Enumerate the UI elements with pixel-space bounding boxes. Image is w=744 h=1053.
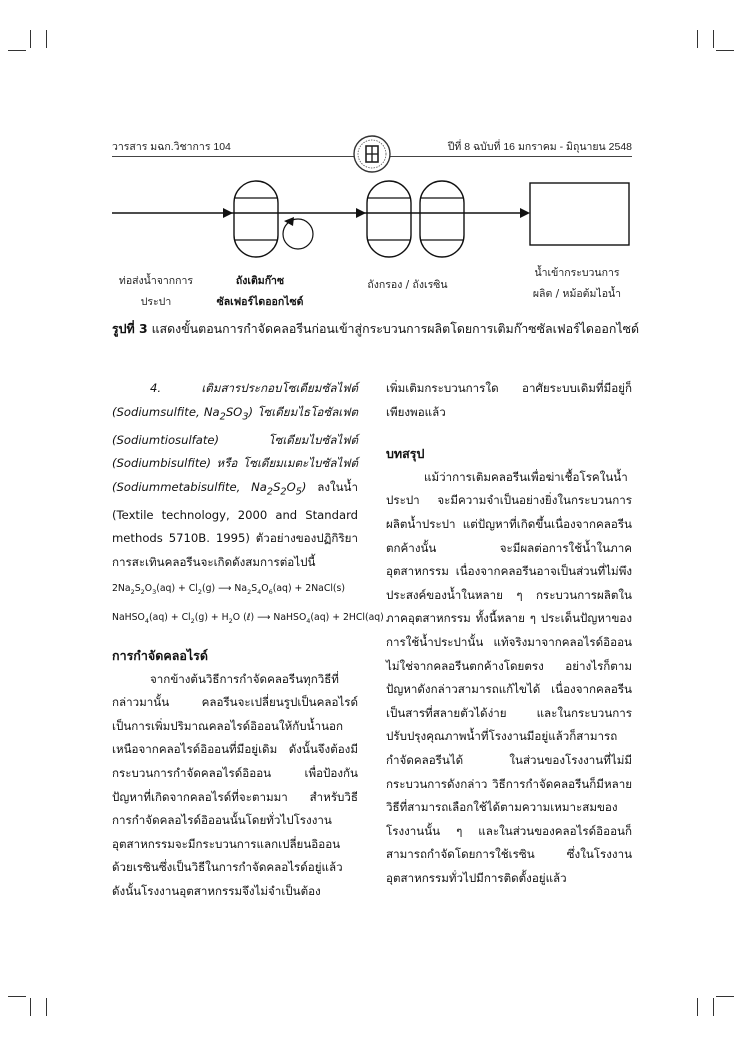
crop-mark xyxy=(46,30,47,48)
right-column xyxy=(386,377,632,890)
crop-mark xyxy=(716,996,734,997)
label-tank-line2: ซัลเฟอร์ไดออกไซด์ xyxy=(216,296,304,308)
label-tank-line1: ถังเติมก๊าซ xyxy=(235,275,285,287)
label-output-line1: น้ำเข้ากระบวนการ xyxy=(534,267,620,279)
item-4-paragraph: 4. เติมสารประกอบโซเดียมซัลไฟต์ (Sodiumsulfite, $Na_2SO_3$) โซเดียมไธโอซัลเฟต (Sodiumtiosulfate) โซเดียมไบซัลไฟต์ (Sodiumbisulfite) หรือ โซเดียมเมตะไบซัลไฟต์ (Sodiummetabisulfite, $Na_2S_2O_5$) ลงในน้ำ (Textile technology, 2000 and Standard methods 5710B. 1995) ตัวอย่างของปฏิกิริยาการสะเทินคลอรีนจะเกิดดังสมการต่อไปนี้ xyxy=(112,381,358,569)
label-pipe-line1: ท่อส่งน้ำจากการ xyxy=(118,275,194,287)
left-column xyxy=(112,377,384,904)
figure-caption xyxy=(112,320,640,339)
label-pipe-line2: ประปา xyxy=(140,296,172,308)
crop-mark xyxy=(30,998,31,1016)
running-header-right: ปีที่ 8 ฉบับที่ 16 มกราคม - มิถุนายน 2548 xyxy=(447,141,632,153)
crop-mark xyxy=(697,998,698,1016)
crop-mark xyxy=(8,50,26,51)
sulfur-dioxide-tank xyxy=(234,181,278,257)
crop-mark xyxy=(713,998,714,1016)
crop-mark xyxy=(8,996,26,997)
continued-paragraph: เพิ่มเติมกระบวนการใด อาศัยระบบเดิมที่มีอยู่ก็เพียงพอแล้ว xyxy=(386,381,632,419)
figure-caption-text: แสดงขั้นตอนการกำจัดคลอรีนก่อนเข้าสู่กระบวนการผลิตโดยการเติมก๊าซซัลเฟอร์ไดออกไซด์ xyxy=(147,321,640,336)
flow-arrow xyxy=(223,208,233,218)
reaction-arrow: ⟶ xyxy=(218,583,232,595)
flow-arrow xyxy=(356,208,366,218)
section-heading-conclusion: บทสรุป xyxy=(386,446,425,462)
crop-mark xyxy=(697,30,698,48)
gas-loop xyxy=(283,219,313,249)
equation-2: NaHSO$_4$(aq) + $Cl_2(g) + H_2O$ (ℓ) ⟶ NaHSO$_4$(aq) + 2HCl(aq) xyxy=(112,612,384,626)
label-output-line2: ผลิต / หม้อต้มไอน้ำ xyxy=(532,288,622,300)
filter-tank xyxy=(367,181,411,257)
crop-mark xyxy=(30,30,31,48)
conclusion-paragraph: แม้ว่าการเติมคลอรีนเพื่อฆ่าเชื้อโรคในน้ำประปา จะมีความจำเป็นอย่างยิ่งในกระบวนการผลิตน้ำประปา แต่ปัญหาที่เกิดขึ้นเนื่องจากคลอรีนตกค้างนั้น จะมีผลต่อการใช้น้ำในภาคอุตสาหกรรม เนื่องจากคลอรีนอาจเป็นส่วนที่ไม่พึงประสงค์ของน้ำในหลาย ๆ กระบวนการผลิตในภาคอุตสาหกรรม ทั้งนี้หลาย ๆ ประเด็นปัญหาของการใช้น้ำประปานั้น แท้จริงมาจากคลอไรด์อิออน ไม่ใช่จากคลอรีนตกค้างโดยตรง อย่างไรก็ตามปัญหาดังกล่าวสามารถแก้ไขได้ เนื่องจากคลอรีนเป็นสารที่สลายตัวได้ง่าย และในกระบวนการปรับปรุงคุณภาพน้ำที่โรงงานมีอยู่แล้วก็สามารถกำจัดคลอรีนได้ ในส่วนของโรงงานที่ไม่มีกระบวนการดังกล่าว วิธีการกำจัดคลอรีนก็มีหลายวิธีที่สามารถเลือกใช้ได้ตามความเหมาะสมของโรงงานนั้น ๆ และในส่วนของคลอไรด์อิออนก็สามารถกำจัดโดยการใช้เรซิน ซึ่งในโรงงานอุตสาหกรรมทั่วไปมีการติดตั้งอยู่แล้ว xyxy=(386,469,632,885)
process-diagram xyxy=(108,170,638,265)
resin-tank xyxy=(420,181,464,257)
reaction-arrow: ⟶ xyxy=(257,612,271,624)
journal-logo xyxy=(352,134,392,174)
crop-mark xyxy=(713,30,714,48)
chloride-removal-paragraph: จากข้างต้นวิธีการกำจัดคลอรีนทุกวิธีที่กล่าวมานั้น คลอรีนจะเปลี่ยนรูปเป็นคลอไรด์ เป็นการเพิ่มปริมาณคลอไรด์อิออนให้กับน้ำนอกเหนือจากคลอไรด์อิออนที่มีอยู่เดิม ดังนั้นจึงต้องมีกระบวนการกำจัดคลอไรด์อิออน เพื่อป้องกันปัญหาที่เกิดจากคลอไรด์ที่จะตามมา สำหรับวิธีการกำจัดคลอไรด์อิออนนั้นโดยทั่วไปโรงงานอุตสาหกรรมจะมีกระบวนการแลกเปลี่ยนอิออนด้วยเรซินซึ่งเป็นวิธีในการกำจัดคลอไรด์อยู่แล้ว ดังนั้นโรงงานอุตสาหกรรมจึงไม่จำเป็นต้อง xyxy=(112,671,358,899)
crop-mark xyxy=(716,50,734,51)
section-heading-chloride-removal: การกำจัดคลอไรด์ xyxy=(112,648,208,664)
figure-number: รูปที่ 3 xyxy=(112,321,148,336)
crop-mark xyxy=(46,998,47,1016)
flow-arrow xyxy=(520,208,530,218)
equation-1: $2Na_2S_2O_3(aq) + Cl_2(g)$ ⟶ $Na_2S_4O_6(aq)$ + 2NaCl(s) xyxy=(112,583,346,597)
label-filter: ถังกรอง / ถังเรซิน xyxy=(367,279,448,291)
running-header-left: วารสาร มฉก.วิชาการ 104 xyxy=(112,141,231,153)
production-process-box xyxy=(530,183,629,245)
